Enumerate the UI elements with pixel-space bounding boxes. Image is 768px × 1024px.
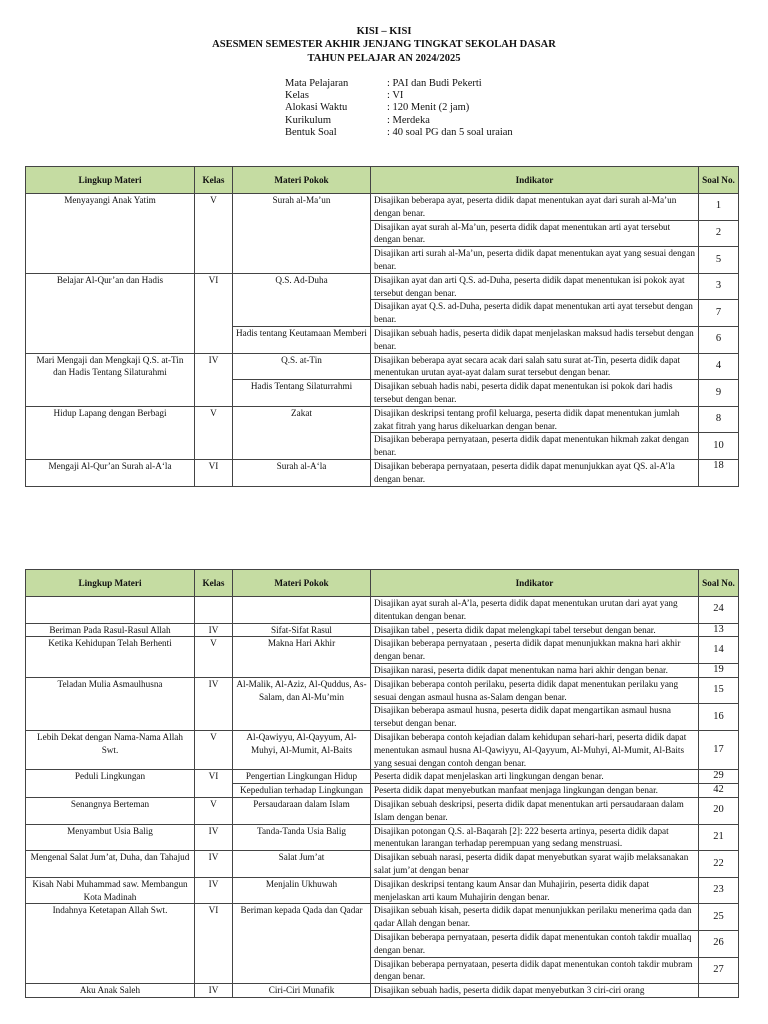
kelas-cell: V (195, 194, 233, 274)
lingkup-cell: Belajar Al-Qur’an dan Hadis (26, 273, 195, 353)
kelas-cell: VI (195, 273, 233, 353)
indikator-cell: Disajikan beberapa asmaul husna, peserta didik dapat mengartikan asmaul husna tersebut dengan benar. (371, 704, 699, 731)
table-header-row (26, 570, 739, 597)
info-value: : 120 Menit (2 jam) (387, 102, 470, 114)
indikator-cell: Disajikan ayat dan arti Q.S. ad-Duha, peserta didik dapat menentukan isi pokok ayat tersebut dengan benar. (371, 273, 699, 300)
kelas-cell: IV (195, 623, 233, 637)
materi-cell: Ciri-Ciri Munafik (233, 984, 371, 998)
soal-no-cell: 10 (699, 433, 739, 460)
indikator-cell: Disajikan arti surah al-Ma’un, peserta didik dapat menentukan ayat yang sesuai dengan benar. (371, 247, 699, 274)
indikator-cell: Disajikan beberapa pernyataan, peserta didik dapat menentukan hikmah zakat dengan benar. (371, 433, 699, 460)
indikator-cell: Disajikan beberapa pernyataan, peserta didik dapat menunjukkan ayat QS. al-A’la dengan benar. (371, 459, 699, 486)
table-row (26, 623, 739, 637)
materi-cell: Pengertian Lingkungan Hidup (233, 770, 371, 784)
soal-no-cell: 20 (699, 797, 739, 824)
table-row (26, 824, 739, 851)
table-header-row (26, 167, 739, 194)
lingkup-cell: Menyambut Usia Balig (26, 824, 195, 851)
info-label: Alokasi Waktu (285, 102, 348, 114)
table-row (26, 851, 739, 878)
soal-no-cell: 18 (699, 459, 739, 486)
info-label: Mata Pelajaran (285, 78, 349, 89)
soal-no-cell: 13 (699, 623, 739, 637)
col-header-indikator: Indikator (371, 167, 699, 194)
soal-no-cell: 29 (699, 770, 739, 784)
soal-no-cell: 19 (699, 663, 739, 677)
indikator-cell: Disajikan ayat surah al-Ma’un, peserta didik dapat menentukan arti ayat tersebut dengan benar. (371, 220, 699, 247)
col-header-indikator: Indikator (371, 570, 699, 597)
soal-no-cell: 5 (699, 247, 739, 274)
indikator-cell: Disajikan tabel , peserta didik dapat melengkapi tabel tersebut dengan benar. (371, 623, 699, 637)
kelas-cell: VI (195, 770, 233, 798)
indikator-cell: Disajikan beberapa contoh perilaku, peserta didik dapat menentukan perilaku yang sesuai dengan asmaul husna as-Salam dengan benar. (371, 677, 699, 704)
lingkup-cell: Menyayangi Anak Yatim (26, 194, 195, 274)
info-row (285, 115, 513, 127)
kelas-cell: V (195, 406, 233, 459)
soal-no-cell: 2 (699, 220, 739, 247)
soal-no-cell: 7 (699, 300, 739, 327)
academic-year: TAHUN PELAJAR AN 2024/2025 (307, 53, 461, 64)
materi-cell: Persaudaraan dalam Islam (233, 797, 371, 824)
table-row (26, 194, 739, 221)
indikator-cell: Disajikan sebuah hadis, peserta didik dapat menyebutkan 3 ciri-ciri orang (371, 984, 699, 998)
info-value: : PAI dan Budi Pekerti (387, 78, 482, 89)
lingkup-cell: Aku Anak Saleh (26, 984, 195, 998)
soal-no-cell: 23 (699, 877, 739, 904)
soal-no-cell: 25 (699, 904, 739, 931)
lingkup-cell: Peduli Lingkungan (26, 770, 195, 798)
lingkup-cell (26, 597, 195, 624)
indikator-cell: Peserta didik dapat menjelaskan arti lingkungan dengan benar. (371, 770, 699, 784)
lingkup-cell: Lebih Dekat dengan Nama-Nama Allah Swt. (26, 730, 195, 769)
exam-info (285, 78, 513, 139)
kelas-cell: V (195, 637, 233, 677)
lingkup-cell: Mengaji Al-Qur’an Surah al-A‘la (26, 459, 195, 486)
info-row (285, 127, 513, 139)
lingkup-cell: Mengenal Salat Jum’at, Duha, dan Tahajud (26, 851, 195, 878)
materi-cell: Makna Hari Akhir (233, 637, 371, 677)
soal-no-cell: 24 (699, 597, 739, 624)
soal-no-cell: 21 (699, 824, 739, 851)
soal-no-cell: 1 (699, 194, 739, 221)
table-row (26, 770, 739, 784)
materi-cell: Q.S. Ad-Duha (233, 273, 371, 326)
indikator-cell: Disajikan deskripsi tentang kaum Ansar dan Muhajirin, peserta didik dapat menjelaskan arti kaum Muhajirin dengan benar. (371, 877, 699, 904)
col-header-soal-no: Soal No. (699, 570, 739, 597)
kelas-cell: IV (195, 824, 233, 851)
indikator-cell: Disajikan beberapa pernyataan, peserta didik dapat menentukan contoh takdir mubram dengan benar. (371, 957, 699, 984)
table-row (26, 730, 739, 769)
lingkup-cell: Indahnya Ketetapan Allah Swt. (26, 904, 195, 984)
lingkup-cell: Beriman Pada Rasul-Rasul Allah (26, 623, 195, 637)
materi-cell: Hadis tentang Keutamaan Memberi (233, 326, 371, 353)
lingkup-cell: Kisah Nabi Muhammad saw. Membangun Kota Madinah (26, 877, 195, 904)
soal-no-cell: 8 (699, 406, 739, 433)
col-header-materi: Materi Pokok (233, 570, 371, 597)
col-header-kelas: Kelas (195, 167, 233, 194)
indikator-cell: Disajikan sebuah deskripsi, peserta didik dapat menentukan arti persaudaraan dalam Islam dengan benar. (371, 797, 699, 824)
materi-cell: Zakat (233, 406, 371, 459)
indikator-cell: Disajikan sebuah kisah, peserta didik dapat menunjukkan perilaku menerima qada dan qadar Allah dengan benar. (371, 904, 699, 931)
table-row (26, 877, 739, 904)
kisi-table-2 (25, 569, 739, 998)
indikator-cell: Disajikan deskripsi tentang profil keluarga, peserta didik dapat menentukan jumlah zakat fitrah yang harus dikeluarkan dengan benar. (371, 406, 699, 433)
soal-no-cell: 14 (699, 637, 739, 664)
indikator-cell: Disajikan sebuah hadis, peserta didik dapat menjelaskan maksud hadis tersebut dengan benar. (371, 326, 699, 353)
materi-cell: Beriman kepada Qada dan Qadar (233, 904, 371, 984)
materi-cell: Surah al-Ma’un (233, 194, 371, 274)
materi-cell: Sifat-Sifat Rasul (233, 623, 371, 637)
soal-no-cell: 22 (699, 851, 739, 878)
soal-no-cell: 26 (699, 930, 739, 957)
table-row (26, 273, 739, 300)
kelas-cell: V (195, 797, 233, 824)
lingkup-cell: Ketika Kehidupan Telah Berhenti (26, 637, 195, 677)
materi-cell: Tanda-Tanda Usia Balig (233, 824, 371, 851)
kelas-cell: IV (195, 353, 233, 406)
materi-cell: Menjalin Ukhuwah (233, 877, 371, 904)
lingkup-cell: Teladan Mulia Asmaulhusna (26, 677, 195, 730)
table-row (26, 677, 739, 704)
indikator-cell: Disajikan ayat Q.S. ad-Duha, peserta didik dapat menentukan arti ayat tersebut dengan benar. (371, 300, 699, 327)
indikator-cell: Disajikan ayat surah al-A’la, peserta didik dapat menentukan urutan dari ayat yang ditentukan dengan benar. (371, 597, 699, 624)
table-row (26, 984, 739, 998)
indikator-cell: Disajikan sebuah hadis nabi, peserta didik dapat menentukan isi pokok dari hadis tersebut dengan benar. (371, 380, 699, 407)
indikator-cell: Disajikan beberapa pernyataan, peserta didik dapat menentukan contoh takdir muallaq dengan benar. (371, 930, 699, 957)
indikator-cell: Disajikan beberapa ayat, peserta didik dapat menentukan ayat dari surah al-Ma’un dengan benar. (371, 194, 699, 221)
col-header-lingkup: Lingkup Materi (26, 570, 195, 597)
materi-cell: Al-Malik, Al-Aziz, Al-Quddus, As-Salam, dan Al-Mu’min (233, 677, 371, 730)
soal-no-cell: 15 (699, 677, 739, 704)
info-label: Kelas (285, 90, 309, 102)
kelas-cell: V (195, 730, 233, 769)
kelas-cell: IV (195, 677, 233, 730)
info-row (285, 78, 513, 90)
materi-cell: Surah al-A‘la (233, 459, 371, 486)
table-row (26, 406, 739, 433)
soal-no-cell: 3 (699, 273, 739, 300)
kelas-cell: VI (195, 459, 233, 486)
lingkup-cell: Senangnya Berteman (26, 797, 195, 824)
document-subtitle: ASESMEN SEMESTER AKHIR JENJANG TINGKAT SEKOLAH DASAR (212, 39, 556, 50)
lingkup-cell: Hidup Lapang dengan Berbagi (26, 406, 195, 459)
kelas-cell: IV (195, 877, 233, 904)
soal-no-cell: 17 (699, 730, 739, 769)
info-value: : Merdeka (387, 114, 430, 126)
indikator-cell: Disajikan beberapa pernyataan , peserta didik dapat menunjukkan makna hari akhir dengan benar. (371, 637, 699, 664)
soal-no-cell: 4 (699, 353, 739, 380)
materi-cell: Kepedulian terhadap Lingkungan (233, 784, 371, 798)
table-row (26, 797, 739, 824)
table-row (26, 459, 739, 486)
indikator-cell: Disajikan narasi, peserta didik dapat menentukan nama hari akhir dengan benar. (371, 663, 699, 677)
table-row (26, 353, 739, 380)
table-row (26, 637, 739, 664)
kisi-table-1 (25, 166, 739, 487)
info-row (285, 102, 513, 114)
indikator-cell: Disajikan beberapa contoh kejadian dalam kehidupan sehari-hari, peserta didik dapat menentukan asmaul husna Al-Qawiyyu, Al-Qayyum, Al-Muhyi, Al-Mumit, Al-Baits yang sesuai dengan contoh dengan benar. (371, 730, 699, 769)
col-header-materi: Materi Pokok (233, 167, 371, 194)
kelas-cell: IV (195, 851, 233, 878)
materi-cell: Q.S. at-Tin (233, 353, 371, 380)
info-value: : 40 soal PG dan 5 soal uraian (387, 126, 513, 138)
indikator-cell: Peserta didik dapat menyebutkan manfaat menjaga lingkungan dengan benar. (371, 784, 699, 798)
soal-no-cell: 27 (699, 957, 739, 984)
col-header-soal-no: Soal No. (699, 167, 739, 194)
info-label: Kurikulum (285, 114, 332, 126)
materi-cell: Salat Jum’at (233, 851, 371, 878)
info-value: : VI (387, 90, 404, 102)
document-title: KISI – KISI (356, 26, 412, 37)
info-label: Bentuk Soal (285, 126, 337, 138)
materi-cell: Hadis Tentang Silaturrahmi (233, 380, 371, 407)
soal-no-cell (699, 984, 739, 998)
soal-no-cell: 6 (699, 326, 739, 353)
kelas-cell: IV (195, 984, 233, 998)
kelas-cell: VI (195, 904, 233, 984)
materi-cell: Al-Qawiyyu, Al-Qayyum, Al-Muhyi, Al-Mumit, Al-Baits (233, 730, 371, 769)
col-header-lingkup: Lingkup Materi (26, 167, 195, 194)
materi-cell (233, 597, 371, 624)
col-header-kelas: Kelas (195, 570, 233, 597)
info-row (285, 90, 513, 102)
table-row (26, 904, 739, 931)
table-row (26, 597, 739, 624)
soal-no-cell: 42 (699, 784, 739, 798)
indikator-cell: Disajikan potongan Q.S. al-Baqarah [2]: 222 beserta artinya, peserta didik dapat menentukan larangan terhadap perempuan yang sedang menstruasi. (371, 824, 699, 851)
soal-no-cell: 16 (699, 704, 739, 731)
indikator-cell: Disajikan sebuah narasi, peserta didik dapat menyebutkan syarat wajib melaksanakan salat jum’at dengan benar (371, 851, 699, 878)
kelas-cell (195, 597, 233, 624)
lingkup-cell: Mari Mengaji dan Mengkaji Q.S. at-Tin dan Hadis Tentang Silaturahmi (26, 353, 195, 406)
soal-no-cell: 9 (699, 380, 739, 407)
indikator-cell: Disajikan beberapa ayat secara acak dari salah satu surat at-Tin, peserta didik dapat menentukan urutan ayat-ayat dalam surat tersebut dengan benar. (371, 353, 699, 380)
